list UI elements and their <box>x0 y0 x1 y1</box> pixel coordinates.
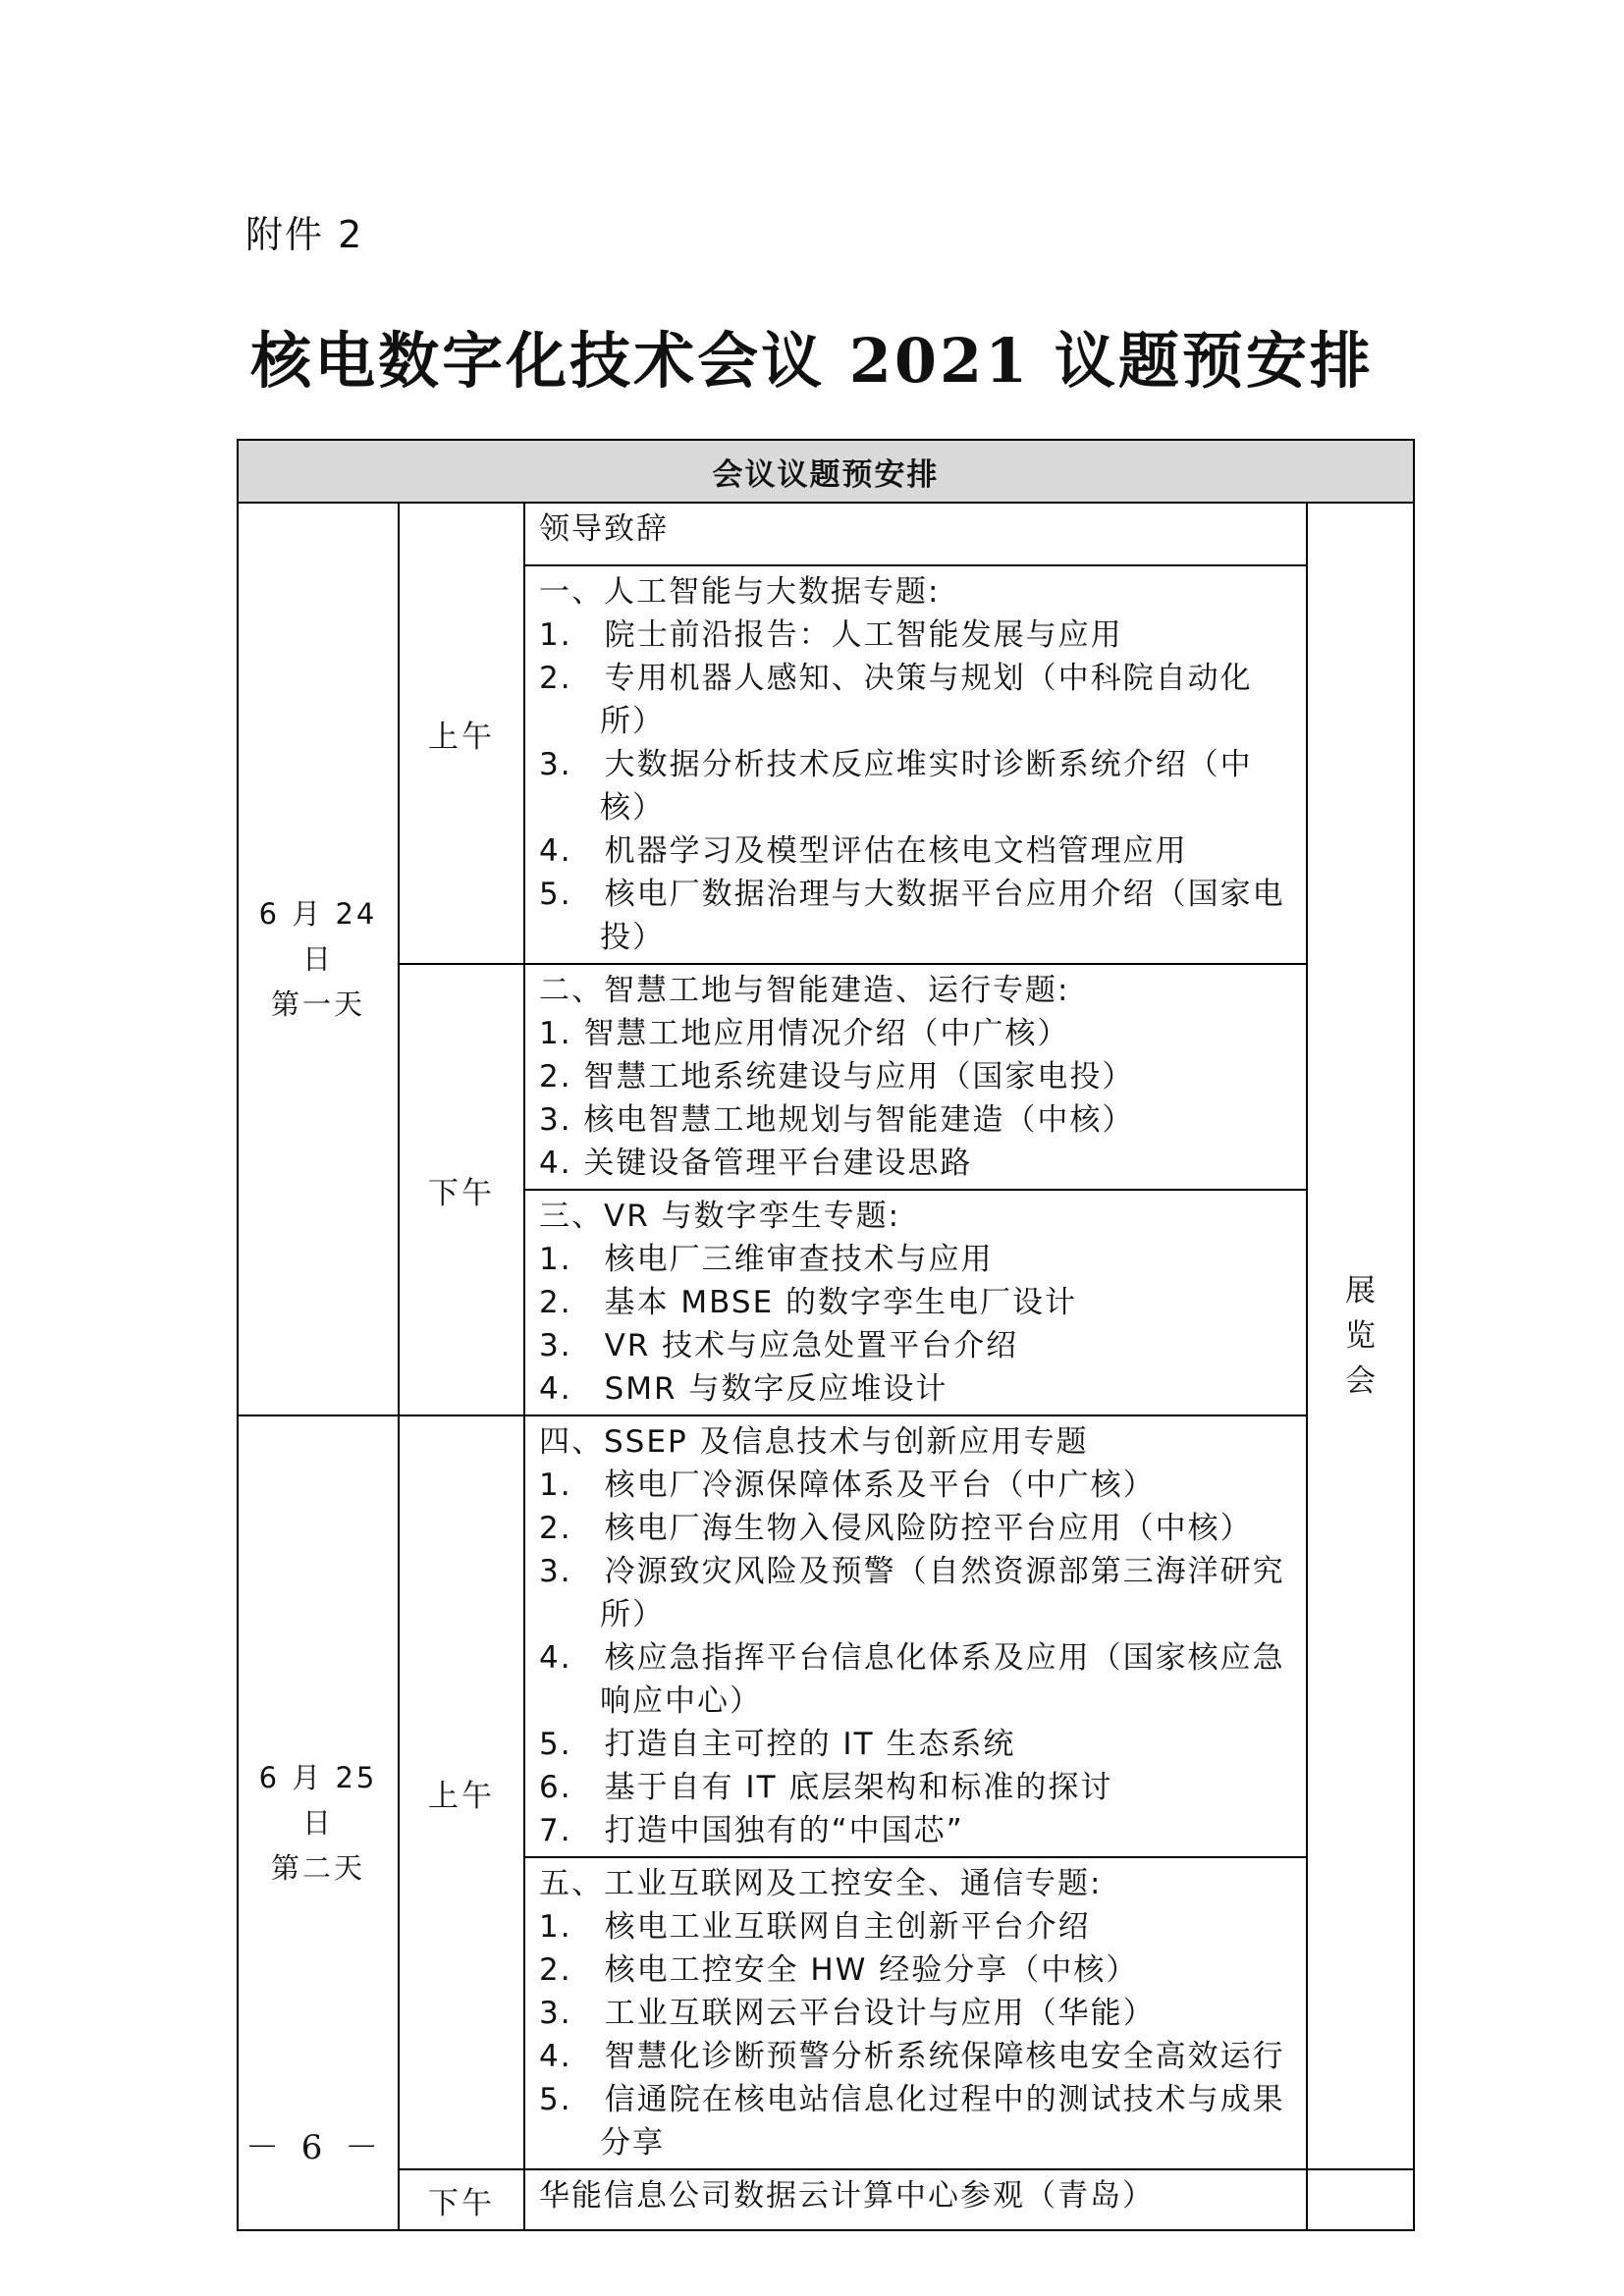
block5-item: 2. 核电工控安全 HW 经验分享（中核） <box>539 1952 1139 1988</box>
attachment-label: 附件 2 <box>245 213 364 256</box>
block3-item: 4. SMR 与数字反应堆设计 <box>539 1371 948 1407</box>
block2-cell <box>524 964 1307 1190</box>
block1-heading: 一、人工智能与大数据专题: <box>539 574 941 610</box>
day2-name: 第二天 <box>270 1851 365 1885</box>
block1-item: 1. 院士前沿报告：人工智能发展与应用 <box>539 617 1123 653</box>
opening-text: 领导致辞 <box>539 511 669 547</box>
opening-cell <box>524 503 1307 565</box>
block2-item: 4. 关键设备管理平台建设思路 <box>539 1146 973 1181</box>
day1-cell <box>238 503 399 1415</box>
block1-item: 4. 机器学习及模型评估在核电文档管理应用 <box>539 833 1188 869</box>
block2-item: 3. 核电智慧工地规划与智能建造（中核） <box>539 1102 1135 1138</box>
block4-item: 7. 打造中国独有的“中国芯” <box>539 1813 964 1848</box>
block2-item: 2. 智慧工地系统建设与应用（国家电投） <box>539 1059 1135 1095</box>
block4-item: 1. 核电厂冷源保障体系及平台（中广核） <box>539 1468 1156 1503</box>
day2-date: 6 月 25 日 <box>258 1761 378 1840</box>
block3-heading: 三、VR 与数字孪生专题: <box>539 1199 901 1234</box>
visit-empty-cell <box>1307 2169 1414 2230</box>
day1-morning-label: 上午 <box>399 503 524 964</box>
block2-heading: 二、智慧工地与智能建造、运行专题: <box>539 973 1070 1008</box>
document-title: 核电数字化技术会议 2021 议题预安排 <box>250 325 1374 397</box>
block4-heading: 四、SSEP 及信息技术与创新应用专题 <box>539 1424 1089 1460</box>
block4-item: 2. 核电厂海生物入侵风险防控平台应用（中核） <box>539 1511 1253 1546</box>
block3-cell <box>524 1190 1307 1415</box>
block4-item: 4. 核应急指挥平台信息化体系及应用（国家核应急响应中心） <box>539 1640 1285 1719</box>
day1-date: 6 月 24 日 <box>258 897 378 976</box>
block5-item: 4. 智慧化诊断预警分析系统保障核电安全高效运行 <box>539 2039 1285 2074</box>
day1-name: 第一天 <box>270 988 365 1021</box>
day2-morning-label: 上午 <box>399 1415 524 2169</box>
block5-item: 5. 信通院在核电站信息化过程中的测试技术与成果分享 <box>539 2082 1285 2161</box>
block3-item: 3. VR 技术与应急处置平台介绍 <box>539 1328 1019 1363</box>
agenda-table <box>237 439 1415 2231</box>
visit-text: 华能信息公司数据云计算中心参观（青岛） <box>539 2178 1155 2214</box>
day1-afternoon-label: 下午 <box>399 964 524 1415</box>
block3-item: 1. 核电厂三维审查技术与应用 <box>539 1242 994 1277</box>
block5-item: 3. 工业互联网云平台设计与应用（华能） <box>539 1996 1156 2031</box>
block4-item: 5. 打造自主可控的 IT 生态系统 <box>539 1727 1016 1762</box>
block1-item: 2. 专用机器人感知、决策与规划（中科院自动化所） <box>539 661 1253 739</box>
expo-char-2: 览 <box>1345 1318 1376 1354</box>
expo-char-3: 会 <box>1345 1363 1376 1399</box>
block4-item: 6. 基于自有 IT 底层架构和标准的探讨 <box>539 1770 1113 1805</box>
block5-heading: 五、工业互联网及工控安全、通信专题: <box>539 1866 1103 1901</box>
expo-char-1: 展 <box>1345 1273 1376 1308</box>
expo-cell <box>1307 503 1414 2169</box>
day2-cell <box>238 1415 399 2230</box>
block2-item: 1. 智慧工地应用情况介绍（中广核） <box>539 1016 1070 1051</box>
visit-cell <box>524 2169 1307 2230</box>
page-number: － 6 － <box>245 2128 385 2167</box>
block1-cell <box>524 565 1307 964</box>
block3-item: 2. 基本 MBSE 的数字孪生电厂设计 <box>539 1285 1078 1320</box>
block1-item: 5. 核电厂数据治理与大数据平台应用介绍（国家电投） <box>539 877 1285 955</box>
block4-item: 3. 冷源致灾风险及预警（自然资源部第三海洋研究所） <box>539 1554 1285 1632</box>
table-header: 会议议题预安排 <box>238 440 1414 503</box>
block4-cell <box>524 1415 1307 1857</box>
block5-item: 1. 核电工业互联网自主创新平台介绍 <box>539 1909 1091 1945</box>
day2-afternoon-label: 下午 <box>399 2169 524 2230</box>
block1-item: 3. 大数据分析技术反应堆实时诊断系统介绍（中核） <box>539 747 1253 826</box>
block5-cell <box>524 1857 1307 2169</box>
